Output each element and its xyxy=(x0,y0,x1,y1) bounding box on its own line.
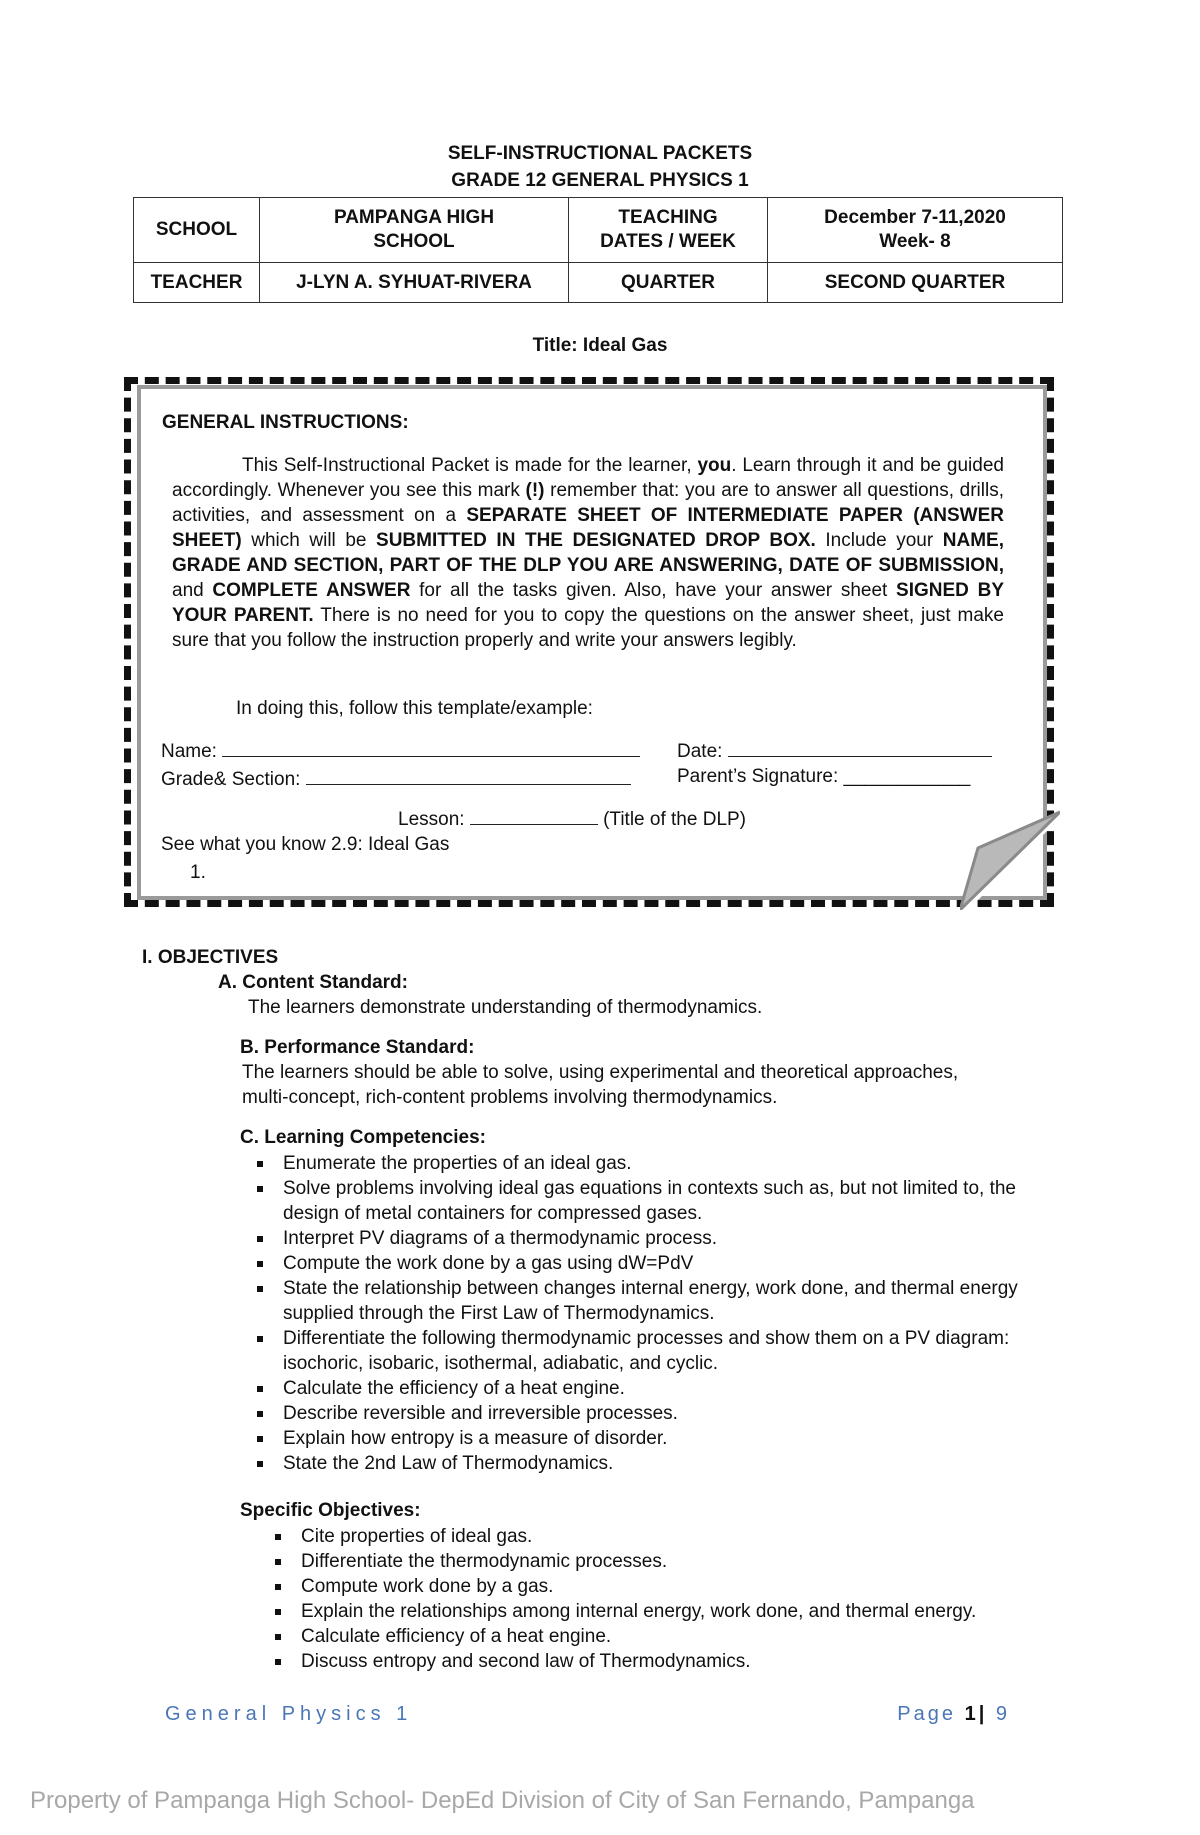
lesson-blank xyxy=(470,806,598,825)
list-item: Differentiate the following thermodynamic processes and show them on a PV diagram: isochoric, isobaric, isothermal, adiabatic, and cyclic. xyxy=(245,1326,1065,1376)
quarter-label: QUARTER xyxy=(569,263,768,303)
list-item: State the relationship between changes internal energy, work done, and thermal energy supplied through the First Law of Thermodynamics. xyxy=(245,1276,1065,1326)
list-item: Compute work done by a gas. xyxy=(263,1574,1093,1599)
lesson-suffix: (Title of the DLP) xyxy=(603,809,747,830)
competencies-list xyxy=(245,1151,1065,1476)
school-label: SCHOOL xyxy=(134,198,260,263)
dates-label xyxy=(569,198,768,263)
list-item: Compute the work done by a gas using dW=PdV xyxy=(245,1251,1065,1276)
list-item: Interpret PV diagrams of a thermodynamic process. xyxy=(245,1226,1065,1251)
name-blank xyxy=(222,738,640,757)
property-watermark: Property of Pampanga High School- DepEd Division of City of San Fernando, Pampanga xyxy=(30,1787,975,1814)
template-parent-row xyxy=(677,766,970,788)
list-item: Describe reversible and irreversible processes. xyxy=(245,1401,1065,1426)
parent-blank: ____________ xyxy=(843,766,971,787)
template-date-row xyxy=(677,738,992,763)
see-what-you-know: See what you know 2.9: Ideal Gas xyxy=(161,834,450,855)
list-item: State the 2nd Law of Thermodynamics. xyxy=(245,1451,1065,1476)
dates-value-line1: December 7-11,2020 xyxy=(824,207,1006,228)
grade-label: Grade& Section: xyxy=(161,769,301,790)
performance-standard-heading: B. Performance Standard: xyxy=(240,1037,475,1058)
page-number xyxy=(897,1703,1010,1726)
instructions-paragraph: This Self-Instructional Packet is made for the learner, you. Learn through it and be guided accordingly. Whenever you see this mark (!) remember that: you are to answer all questions, drills, activities, and assessment on a SEPARATE SHEET OF INTERMEDIATE PAPER (ANSWER SHEET) which will be SUBMITTED IN THE DESIGNATED DROP BOX. Include your NAME, GRADE AND SECTION, PART OF THE DLP YOU ARE ANSWERING, DATE OF SUBMISSION, and COMPLETE ANSWER for all the tasks given. Also, have your answer sheet SIGNED BY YOUR PARENT. There is no need for you to copy the questions on the answer sheet, just make sure that you follow the instruction properly and write your answers legibly. xyxy=(172,455,1004,651)
specific-objectives-heading: Specific Objectives: xyxy=(240,1500,421,1521)
packet-title: SELF-INSTRUCTIONAL PACKETS xyxy=(447,143,753,164)
template-name-row xyxy=(161,738,640,763)
page-word: Page xyxy=(897,1703,957,1725)
list-item: Differentiate the thermodynamic processes. xyxy=(263,1549,1093,1574)
list-item: Explain the relationships among internal energy, work done, and thermal energy. xyxy=(263,1599,1093,1624)
learning-competencies-heading: C. Learning Competencies: xyxy=(240,1127,486,1148)
content-standard-text: The learners demonstrate understanding of thermodynamics. xyxy=(248,997,763,1018)
specific-objectives-list xyxy=(263,1524,1093,1674)
page-current: 1 xyxy=(964,1703,979,1725)
list-item: Explain how entropy is a measure of disorder. xyxy=(245,1426,1065,1451)
instructions-heading: GENERAL INSTRUCTIONS: xyxy=(162,412,409,433)
template-lesson-row xyxy=(398,806,746,831)
template-intro: In doing this, follow this template/example: xyxy=(236,698,593,719)
page-total: 9 xyxy=(995,1703,1010,1725)
dates-label-line1: TEACHING xyxy=(618,207,718,228)
list-item: Solve problems involving ideal gas equations in contexts such as, but not limited to, the design of metal containers for compressed gases. xyxy=(245,1176,1065,1226)
dates-value-line2: Week- 8 xyxy=(879,231,951,252)
date-blank xyxy=(728,738,992,757)
dates-value xyxy=(768,198,1063,263)
performance-standard-line1: The learners should be able to solve, using experimental and theoretical approaches, xyxy=(242,1062,959,1083)
parent-label: Parent’s Signature: xyxy=(677,766,839,787)
lesson-label: Lesson: xyxy=(398,809,465,830)
list-item: Calculate efficiency of a heat engine. xyxy=(263,1624,1093,1649)
grade-title: GRADE 12 GENERAL PHYSICS 1 xyxy=(451,170,749,191)
footer-course-name: General Physics 1 xyxy=(165,1703,413,1725)
page-curl-icon xyxy=(960,810,1060,910)
list-item: Discuss entropy and second law of Thermodynamics. xyxy=(263,1649,1093,1674)
quarter-value: SECOND QUARTER xyxy=(768,263,1063,303)
teacher-label: TEACHER xyxy=(134,263,260,303)
teacher-value: J-LYN A. SYHUAT-RIVERA xyxy=(260,263,569,303)
list-item: Calculate the efficiency of a heat engine. xyxy=(245,1376,1065,1401)
list-item: Cite properties of ideal gas. xyxy=(263,1524,1093,1549)
school-value-line2: SCHOOL xyxy=(373,231,455,252)
template-item-number: 1. xyxy=(190,862,206,883)
school-value-line1: PAMPANGA HIGH xyxy=(333,207,495,228)
date-label: Date: xyxy=(677,741,723,762)
name-label: Name: xyxy=(161,741,217,762)
document-title: Title: Ideal Gas xyxy=(532,335,668,356)
objectives-heading: I. OBJECTIVES xyxy=(142,947,279,968)
content-standard-heading: A. Content Standard: xyxy=(218,972,408,993)
dates-label-line2: DATES / WEEK xyxy=(600,231,736,252)
template-grade-row xyxy=(161,766,631,791)
page-separator: | xyxy=(978,1703,988,1725)
performance-standard-line2: multi-concept, rich-content problems involving thermodynamics. xyxy=(242,1087,778,1108)
info-table xyxy=(133,197,1063,303)
grade-blank xyxy=(306,766,631,785)
list-item: Enumerate the properties of an ideal gas. xyxy=(245,1151,1065,1176)
school-value xyxy=(260,198,569,263)
